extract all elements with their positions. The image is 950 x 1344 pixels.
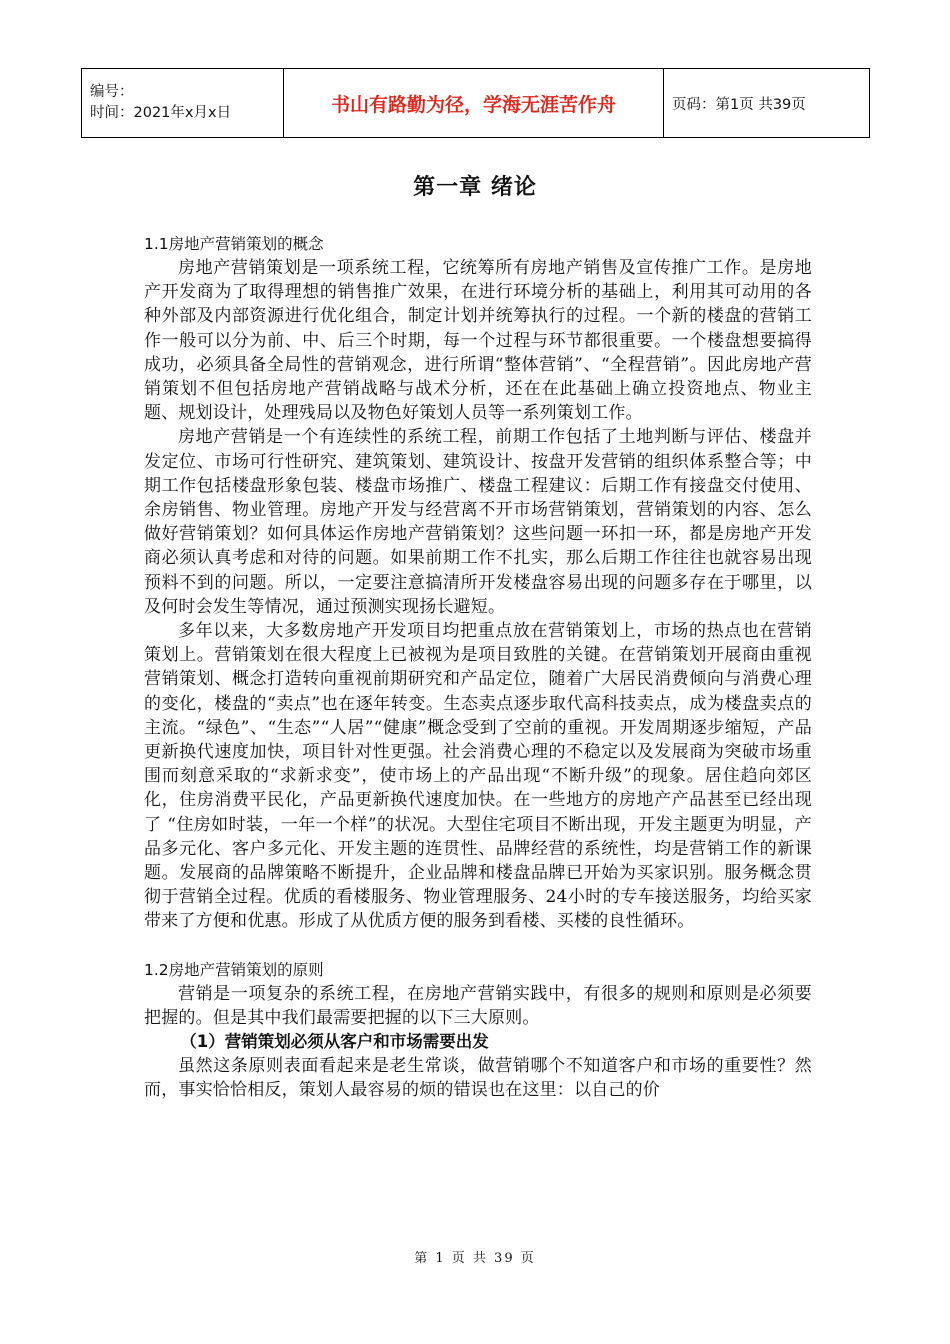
serial-label: 编号： — [90, 84, 134, 100]
subheading: （1）营销策划必须从客户和市场需要出发 — [180, 1032, 489, 1052]
paragraph: 房地产营销策划是一项系统工程，它统筹所有房地产销售及宣传推广工作。是房地产开发商为了取得理想的销售推广效果，在进行环境分析的基础上，利用其可动用的各种外部及内部资源进行优化组合，制定计划并统筹执行的过程。一个新的楼盘的营销工作一般可以分为前、中、后三个时期，每一个过程与环节都很重要。一个楼盘想要搞得成功，必须具备全局性的营销观念，进行所谓“整体营销”、“全程营销”。因此房地产营销策划不但包括房地产营销战略与战术分析，还在在此基础上确立投资地点、物业主题、规划设计，处理残局以及物色好策划人员等一系列策划工作。 — [144, 258, 812, 424]
paragraph: 虽然这条原则表面看起来是老生常谈，做营销哪个不知道客户和市场的重要性？然而，事实恰恰相反，策划人最容易的烦的错误也在这里：以自己的价 — [144, 1056, 812, 1101]
page-footer: 第 1 页 共 39 页 — [414, 1251, 536, 1266]
paragraph: 房地产营销是一个有连续性的系统工程，前期工作包括了土地判断与评估、楼盘并发定位、市场可行性研究、建筑策划、建筑设计、按盘开发营销的组织体系整合等；中期工作包括楼盘形象包装、楼盘市场推广、楼盘工程建议：后期工作有接盘交付使用、余房销售、物业管理。房地产开发与经营离不开市场营销策划，营销策划的内容、怎么做好营销策划？如何具体运作房地产营销策划？这些问题一环扣一环，都是房地产开发商必须认真考虑和对待的问题。如果前期工作不扎实，那么后期工作往往也就容易出现预料不到的问题。所以，一定要注意搞清所开发楼盘容易出现的问题多存在于哪里，以及何时会发生等情况，通过预测实现扬长避短。 — [144, 427, 812, 617]
header-page-info: 页码：第1页 共39页 — [664, 69, 870, 138]
chapter-title: 第一章 绪论 — [413, 175, 537, 200]
header-table — [81, 68, 870, 138]
time-label: 时间：2021年x月x日 — [90, 105, 232, 121]
header-motto: 书山有路勤为径，学海无涯苦作舟 — [284, 69, 664, 138]
document-body — [144, 232, 812, 1103]
section-heading-1-1: 1.1房地产营销策划的概念 — [144, 235, 324, 253]
section-gap — [144, 934, 812, 958]
section-heading-1-2: 1.2房地产营销策划的原则 — [144, 960, 324, 979]
paragraph: 营销是一项复杂的系统工程，在房地产营销实践中，有很多的规则和原则是必须要把握的。但是其中我们最需要把握的以下三大原则。 — [144, 983, 812, 1028]
header-left-cell — [82, 69, 284, 138]
paragraph: 多年以来，大多数房地产开发项目均把重点放在营销策划上，市场的热点也在营销策划上。营销策划在很大程度上已被视为是项目致胜的关键。在营销策划开展商由重视营销策划、概念打造转向重视前期研究和产品定位，随着广大居民消费倾向与消费心理的变化，楼盘的“卖点”也在逐年转变。生态卖点逐步取代高科技卖点，成为楼盘卖点的主流。“绿色”、“生态”“人居”“健康”概念受到了空前的重视。开发周期逐步缩短，产品更新换代速度加快，项目针对性更强。社会消费心理的不稳定以及发展商为突破市场重围而刻意采取的“求新求变”，使市场上的产品出现“不断升级”的现象。居住趋向郊区化，住房消费平民化，产品更新换代速度加快。在一些地方的房地产产品甚至已经出现了 “住房如时装，一年一个样”的状况。大型住宅项目不断出现，开发主题更为明显，产品多元化、客户多元化、开发主题的连贯性、品牌经营的系统性，均是营销工作的新课题。发展商的品牌策略不断提升，企业品牌和楼盘品牌已开始为买家识别。服务概念贯彻于营销全过程。优质的看楼服务、物业管理服务、24小时的专车接送服务，均给买家带来了方便和优惠。形成了从优质方便的服务到看楼、买楼的良性循环。 — [144, 621, 812, 932]
